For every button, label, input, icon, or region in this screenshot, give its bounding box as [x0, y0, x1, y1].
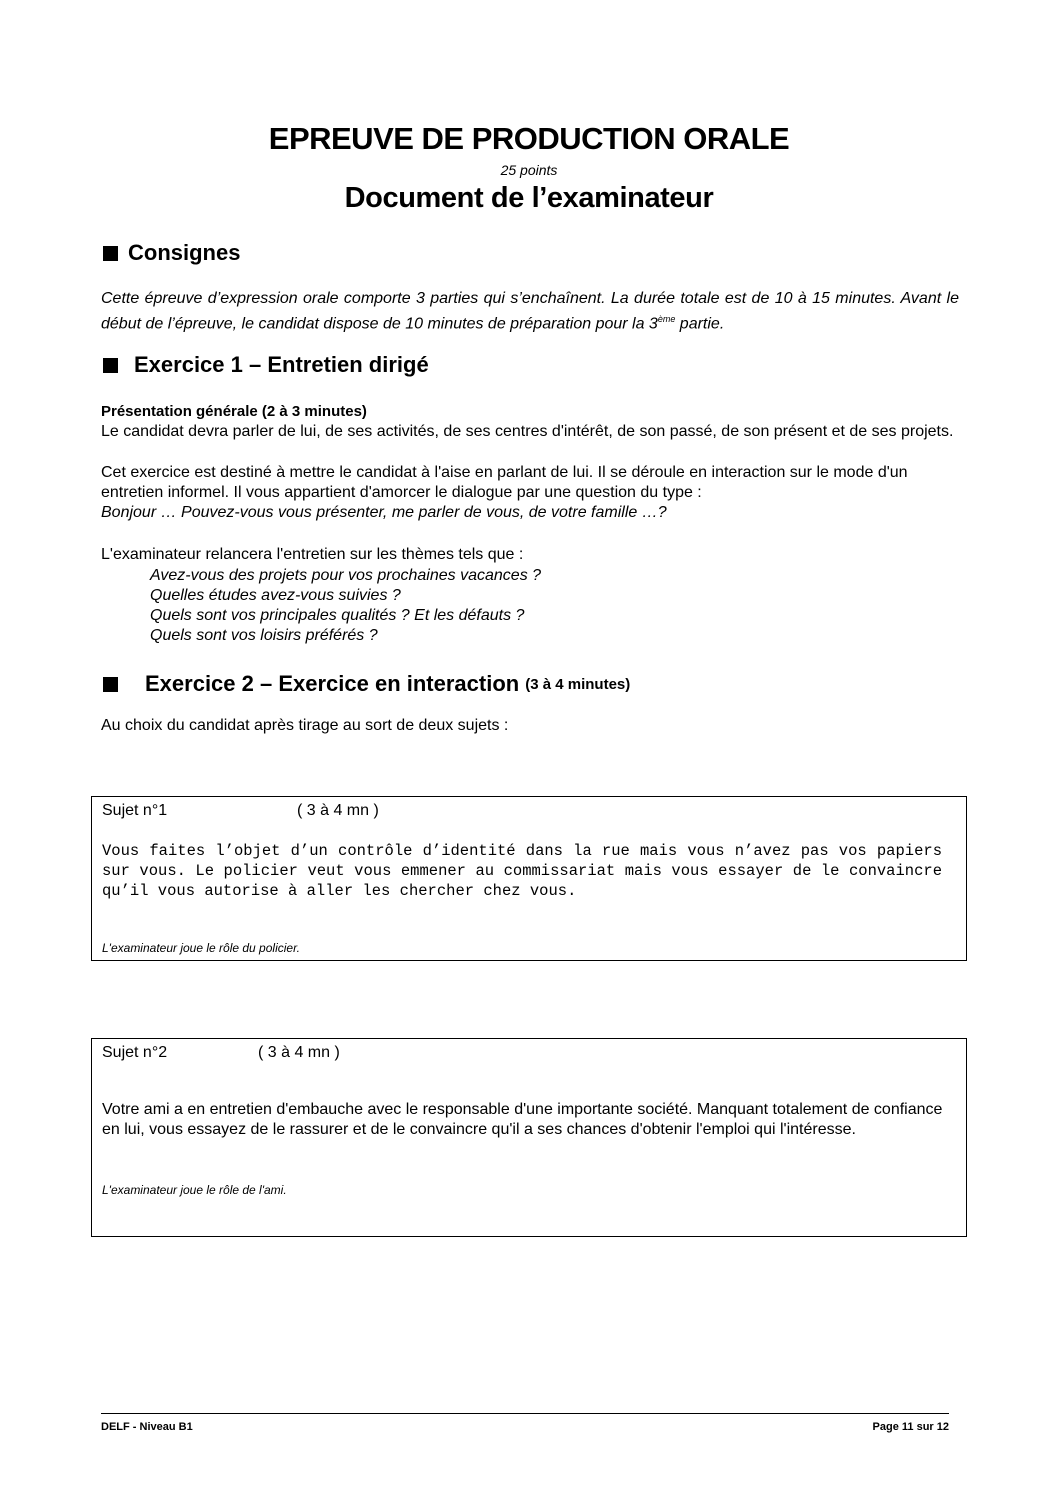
footer-divider — [101, 1413, 949, 1414]
sujet2-label: Sujet n°2 — [102, 1044, 168, 1061]
sujet2-header — [102, 1044, 340, 1062]
sujet2-duration: ( 3 à 4 mn ) — [258, 1044, 340, 1061]
exercice2-intro: Au choix du candidat après tirage au sort de deux sujets : — [101, 717, 509, 734]
document-subtitle: Document de l’examinateur — [344, 182, 714, 214]
sujet2-box — [91, 1038, 967, 1237]
theme-item: Avez-vous des projets pour vos prochaines vacances ? — [150, 567, 542, 584]
square-bullet-icon — [103, 677, 118, 692]
exercice2-heading-text: Exercice 2 – Exercice en interaction — [145, 671, 520, 696]
theme-item: Quelles études avez-vous suivies ? — [150, 587, 401, 604]
exercice1-heading-text: Exercice 1 – Entretien dirigé — [134, 352, 429, 377]
points-subtitle: 25 points — [500, 162, 558, 178]
sujet1-note: L'examinateur joue le rôle du policier. — [102, 941, 300, 955]
sujet1-label: Sujet n°1 — [102, 802, 168, 819]
consignes-heading-text: Consignes — [128, 240, 241, 265]
sujet1-header — [102, 802, 379, 820]
exercice1-relance-intro: L'examinateur relancera l'entretien sur les thèmes tels que : — [101, 546, 524, 563]
square-bullet-icon — [103, 358, 118, 373]
consignes-heading — [103, 240, 240, 266]
theme-item: Quels sont vos principales qualités ? Et les défauts ? — [150, 607, 525, 624]
exercice2-heading — [103, 671, 630, 697]
consignes-text — [101, 289, 959, 334]
theme-item: Quels sont vos loisirs préférés ? — [150, 627, 378, 644]
sujet1-text: Vous faites l’objet d’un contrôle d’identité dans la rue mais vous n’avez pas vos papiers sur vous. Le policier veut vous emmener au commissariat mais vous essayer de le convaincre qu’il vous autorise à aller les chercher chez vous. — [102, 842, 942, 900]
exercice1-para1: Le candidat devra parler de lui, de ses activités, de ses centres d'intérêt, de son passé, de son présent et de ses projets. — [101, 423, 954, 440]
exercice1-subheading: Présentation générale (2 à 3 minutes) — [101, 403, 367, 420]
exercice1-heading — [103, 352, 429, 378]
footer-page-number: Page 11 sur 12 — [872, 1421, 949, 1433]
exercice2-duration: (3 à 4 minutes) — [525, 675, 631, 693]
exercice1-themes-list — [150, 566, 541, 646]
consignes-superscript: ème — [657, 314, 676, 324]
footer-level: DELF - Niveau B1 — [101, 1421, 193, 1433]
square-bullet-icon — [103, 246, 118, 261]
consignes-text-main: Cette épreuve d’expression orale comporte 3 parties qui s’enchaînent. La durée totale est de 10 à 15 minutes. Avant le début de l’épreuve, le candidat dispose de 10 minutes de préparation pour la 3 — [101, 290, 959, 333]
sujet1-duration: ( 3 à 4 mn ) — [297, 802, 379, 819]
consignes-text-end: partie. — [675, 315, 725, 333]
exercice1-para2: Cet exercice est destiné à mettre le candidat à l'aise en parlant de lui. Il se déroule en interaction sur le mode d'un entretien informel. Il vous appartient d'amorcer le dialogue par une question du type : — [101, 464, 908, 501]
sujet2-text: Votre ami a en entretien d'embauche avec le responsable d'une importante société. Manquant totalement de confiance en lui, vous essayez de le rassurer et de le convaincre qu'il a ses chances d'obtenir l'emploi qui l'intéresse. — [102, 1101, 943, 1138]
sujet2-note: L'examinateur joue le rôle de l'ami. — [102, 1183, 287, 1197]
page-title: EPREUVE DE PRODUCTION ORALE — [268, 121, 790, 156]
sujet1-box — [91, 796, 967, 961]
exercice1-example-question: Bonjour … Pouvez-vous vous présenter, me parler de vous, de votre famille …? — [101, 504, 667, 521]
